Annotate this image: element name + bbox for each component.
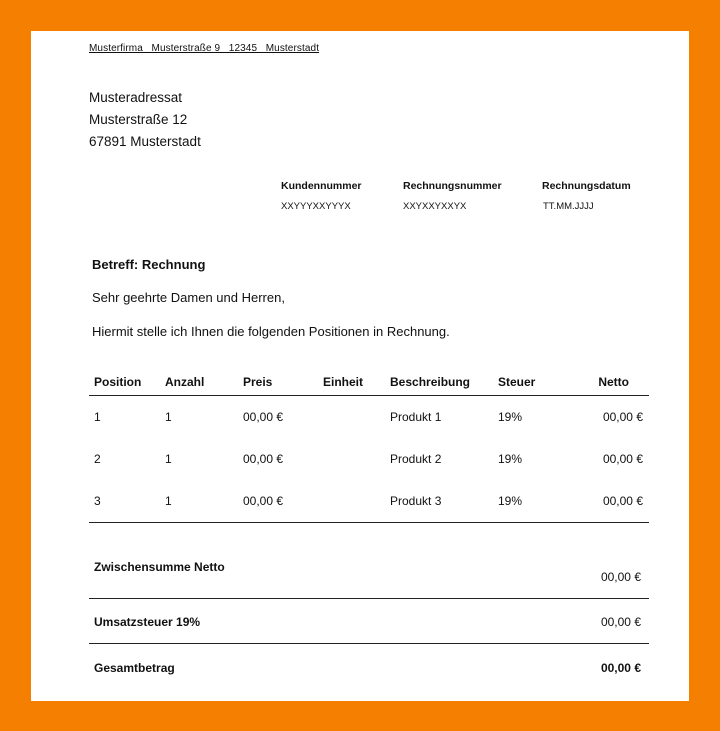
vat-value: 00,00 €	[600, 615, 641, 629]
row-quantity: 1	[165, 410, 172, 424]
table-row	[89, 438, 649, 480]
row-description: Produkt 1	[390, 410, 442, 424]
invoice-number-value: XXYXXYXXYX	[403, 201, 467, 212]
subject-line: Betreff: Rechnung	[92, 257, 206, 272]
row-tax: 19%	[498, 452, 523, 466]
header-description: Beschreibung	[390, 375, 471, 389]
row-position: 1	[94, 410, 101, 424]
invoice-number-label: Rechnungsnummer	[403, 180, 502, 192]
customer-number-block	[281, 180, 362, 212]
row-price: 00,00 €	[243, 410, 284, 424]
row-description: Produkt 2	[390, 452, 442, 466]
sender-line: Musterfirma Musterstraße 9 12345 Musterstadt	[89, 43, 320, 54]
invoice-date-block	[542, 180, 631, 212]
row-tax: 19%	[498, 410, 523, 424]
total-label: Gesamtbetrag	[94, 661, 175, 675]
invoice-date-label: Rechnungsdatum	[542, 180, 631, 192]
row-description: Produkt 3	[390, 494, 442, 508]
recipient-street: Musterstraße 12	[89, 112, 188, 127]
invoice-number-block	[403, 180, 502, 212]
positions-table	[89, 371, 649, 522]
row-net: 00,00 €	[602, 494, 643, 508]
row-price: 00,00 €	[243, 494, 284, 508]
row-position: 2	[94, 452, 101, 466]
row-net: 00,00 €	[602, 410, 643, 424]
row-net: 00,00 €	[602, 452, 643, 466]
recipient-address	[89, 87, 201, 153]
vat-label: Umsatzsteuer 19%	[94, 615, 201, 629]
subtotal-rule	[89, 598, 649, 599]
customer-number-label: Kundennummer	[281, 180, 362, 192]
customer-number-value: XXYYYXXYYYX	[281, 201, 351, 212]
table-header	[89, 371, 649, 396]
recipient-city: 67891 Musterstadt	[89, 134, 201, 149]
table-bottom-rule	[89, 522, 649, 523]
header-net: Netto	[598, 375, 629, 389]
table-row	[89, 396, 649, 438]
table-row	[89, 480, 649, 522]
subtotal-value: 00,00 €	[600, 570, 641, 584]
invoice-page	[31, 31, 689, 701]
intro-text: Hiermit stelle ich Ihnen die folgenden Positionen in Rechnung.	[92, 324, 450, 339]
subtotal-label: Zwischensumme Netto	[94, 560, 225, 574]
row-price: 00,00 €	[243, 452, 284, 466]
vat-rule	[89, 643, 649, 644]
header-position: Position	[94, 375, 142, 389]
row-position: 3	[94, 494, 101, 508]
header-price: Preis	[243, 375, 273, 389]
header-quantity: Anzahl	[165, 375, 205, 389]
total-value: 00,00 €	[600, 661, 641, 675]
row-quantity: 1	[165, 452, 172, 466]
recipient-name: Musteradressat	[89, 90, 183, 105]
salutation: Sehr geehrte Damen und Herren,	[92, 290, 285, 305]
row-tax: 19%	[498, 494, 523, 508]
invoice-date-value: TT.MM.JJJJ	[543, 201, 594, 212]
header-unit: Einheit	[323, 375, 364, 389]
header-tax: Steuer	[498, 375, 536, 389]
row-quantity: 1	[165, 494, 172, 508]
